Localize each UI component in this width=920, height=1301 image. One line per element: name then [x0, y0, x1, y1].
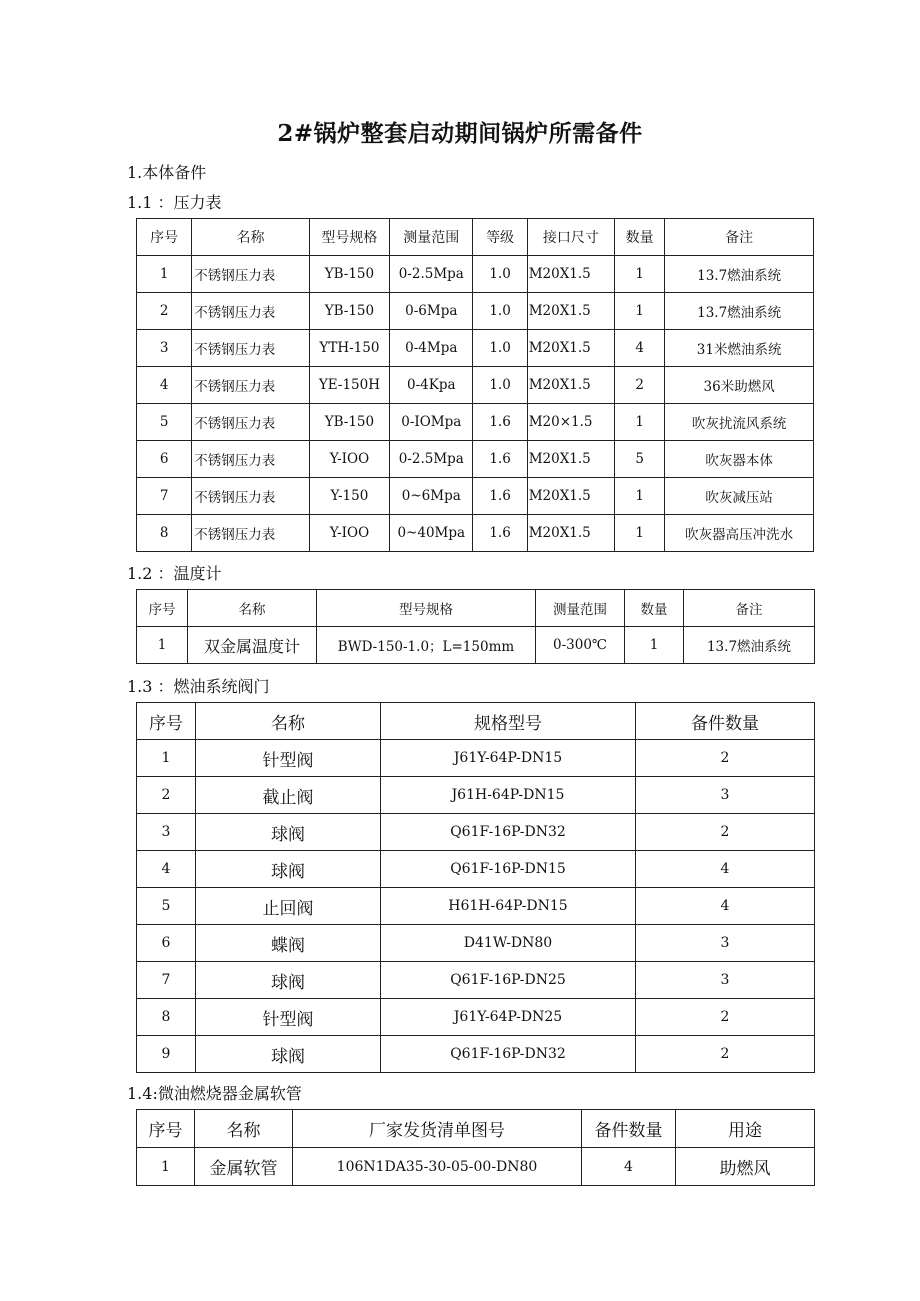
- table-cell: 吹灰器本体: [665, 441, 814, 478]
- table-cell: 13.7燃油系统: [665, 293, 814, 330]
- table-cell: 金属软管: [195, 1148, 293, 1186]
- table-cell: YB-150: [309, 404, 389, 441]
- table-cell: 吹灰减压站: [665, 478, 814, 515]
- table-row: [137, 404, 814, 441]
- table-cell: 0-4Mpa: [390, 330, 473, 367]
- table-cell: 1.0: [473, 330, 527, 367]
- thermometer-table: [136, 589, 815, 664]
- table-cell: 蝶阀: [196, 925, 381, 962]
- table-cell: 1: [615, 293, 665, 330]
- column-header: 型号规格: [309, 219, 389, 256]
- column-header: 序号: [137, 1110, 195, 1148]
- table-cell: 不锈钢压力表: [192, 367, 310, 404]
- table-cell: 7: [137, 478, 192, 515]
- table-cell: J61H-64P-DN15: [381, 777, 636, 814]
- table-cell: 1: [137, 740, 196, 777]
- table-cell: 3: [636, 962, 815, 999]
- table-cell: M20X1.5: [527, 367, 614, 404]
- table-cell: M20X1.5: [527, 515, 614, 552]
- table-header-row: [137, 590, 815, 627]
- table-row: [137, 999, 815, 1036]
- column-header: 测量范围: [536, 590, 625, 627]
- table-cell: 1: [137, 256, 192, 293]
- table-cell: 0-4Kpa: [390, 367, 473, 404]
- table-cell: Y-150: [309, 478, 389, 515]
- table-cell: M20X1.5: [527, 441, 614, 478]
- table-cell: 2: [137, 293, 192, 330]
- table-row: [137, 478, 814, 515]
- table-cell: Q61F-16P-DN15: [381, 851, 636, 888]
- table-cell: 针型阀: [196, 999, 381, 1036]
- table-cell: 4: [137, 367, 192, 404]
- table-row: [137, 330, 814, 367]
- table-row: [137, 777, 815, 814]
- table-cell: Q61F-16P-DN32: [381, 814, 636, 851]
- column-header: 型号规格: [317, 590, 536, 627]
- table-cell: 0~40Mpa: [390, 515, 473, 552]
- table-row: [137, 851, 815, 888]
- column-header: 名称: [196, 703, 381, 740]
- table-cell: 不锈钢压力表: [192, 256, 310, 293]
- table-cell: 1: [137, 627, 188, 664]
- column-header: 序号: [137, 219, 192, 256]
- metal-hose-table: [136, 1109, 815, 1186]
- table-cell: 球阀: [196, 814, 381, 851]
- table-cell: 吹灰器高压冲洗水: [665, 515, 814, 552]
- table-row: [137, 814, 815, 851]
- fuel-valve-table: [136, 702, 815, 1073]
- column-header: 备注: [665, 219, 814, 256]
- table-cell: 2: [615, 367, 665, 404]
- table-cell: YB-150: [309, 293, 389, 330]
- table-row: [137, 441, 814, 478]
- column-header: 测量范围: [390, 219, 473, 256]
- table-cell: 8: [137, 515, 192, 552]
- document-title: 2#锅炉整套启动期间锅炉所需备件: [277, 120, 643, 147]
- table-cell: M20X1.5: [527, 293, 614, 330]
- table-cell: YB-150: [309, 256, 389, 293]
- table-cell: D41W-DN80: [381, 925, 636, 962]
- table-header-row: [137, 1110, 815, 1148]
- table-cell: Q61F-16P-DN25: [381, 962, 636, 999]
- table-row: [137, 888, 815, 925]
- table-cell: 0-2.5Mpa: [390, 256, 473, 293]
- column-header: 名称: [192, 219, 310, 256]
- table-cell: H61H-64P-DN15: [381, 888, 636, 925]
- table-cell: 2: [636, 740, 815, 777]
- table-row: [137, 925, 815, 962]
- table-cell: 不锈钢压力表: [192, 441, 310, 478]
- table-cell: 13.7燃油系统: [684, 627, 815, 664]
- table-cell: 不锈钢压力表: [192, 478, 310, 515]
- table-cell: J61Y-64P-DN15: [381, 740, 636, 777]
- table-cell: 4: [636, 888, 815, 925]
- table-cell: 吹灰扰流风系统: [665, 404, 814, 441]
- table-cell: 0-2.5Mpa: [390, 441, 473, 478]
- column-header: 等级: [473, 219, 527, 256]
- table-row: [137, 1148, 815, 1186]
- table-cell: 5: [615, 441, 665, 478]
- column-header: 接口尺寸: [527, 219, 614, 256]
- table-cell: 2: [636, 999, 815, 1036]
- table-cell: YTH-150: [309, 330, 389, 367]
- table-cell: 1.0: [473, 256, 527, 293]
- table-cell: M20X1.5: [527, 256, 614, 293]
- table-cell: 4: [615, 330, 665, 367]
- table-cell: 3: [636, 777, 815, 814]
- table-cell: 5: [137, 888, 196, 925]
- section-heading-metal-hose: 1.4:微油燃烧器金属软管: [127, 1084, 302, 1103]
- table-cell: 2: [636, 814, 815, 851]
- table-cell: 31米燃油系统: [665, 330, 814, 367]
- column-header: 厂家发货清单图号: [293, 1110, 582, 1148]
- table-cell: 4: [137, 851, 196, 888]
- table-row: [137, 256, 814, 293]
- table-cell: 1: [615, 256, 665, 293]
- table-cell: 0-300℃: [536, 627, 625, 664]
- table-cell: 1: [137, 1148, 195, 1186]
- table-cell: 4: [582, 1148, 676, 1186]
- table-cell: 0-IOMpa: [390, 404, 473, 441]
- table-cell: Y-IOO: [309, 441, 389, 478]
- column-header: 用途: [676, 1110, 815, 1148]
- column-header: 序号: [137, 590, 188, 627]
- table-cell: 13.7燃油系统: [665, 256, 814, 293]
- table-row: [137, 515, 814, 552]
- table-cell: 1.6: [473, 404, 527, 441]
- table-cell: 双金属温度计: [188, 627, 317, 664]
- column-header: 名称: [188, 590, 317, 627]
- table-cell: 0-6Mpa: [390, 293, 473, 330]
- table-cell: 球阀: [196, 851, 381, 888]
- table-header-row: [137, 703, 815, 740]
- table-row: [137, 740, 815, 777]
- table-cell: 1.6: [473, 478, 527, 515]
- table-header-row: [137, 219, 814, 256]
- table-cell: 0~6Mpa: [390, 478, 473, 515]
- table-cell: 3: [137, 330, 192, 367]
- table-cell: 1: [625, 627, 684, 664]
- section-heading-pressure-gauge: 1.1 ：压力表: [127, 193, 222, 212]
- table-cell: 止回阀: [196, 888, 381, 925]
- table-cell: 1.0: [473, 367, 527, 404]
- table-row: [137, 293, 814, 330]
- table-cell: 3: [636, 925, 815, 962]
- table-cell: 1.6: [473, 441, 527, 478]
- table-cell: 1.0: [473, 293, 527, 330]
- table-cell: 6: [137, 441, 192, 478]
- table-cell: 5: [137, 404, 192, 441]
- table-cell: 2: [636, 1036, 815, 1073]
- table-cell: M20X1.5: [527, 478, 614, 515]
- column-header: 备注: [684, 590, 815, 627]
- table-cell: Q61F-16P-DN32: [381, 1036, 636, 1073]
- table-cell: 106N1DΑ35-30-05-00-DN80: [293, 1148, 582, 1186]
- table-cell: M20×1.5: [527, 404, 614, 441]
- column-header: 数量: [625, 590, 684, 627]
- table-cell: Y-IOO: [309, 515, 389, 552]
- table-cell: BWD-150-1.0；L=150mm: [317, 627, 536, 664]
- column-header: 序号: [137, 703, 196, 740]
- table-cell: 2: [137, 777, 196, 814]
- table-cell: 7: [137, 962, 196, 999]
- table-cell: J61Y-64P-DN25: [381, 999, 636, 1036]
- table-cell: 4: [636, 851, 815, 888]
- table-cell: 球阀: [196, 962, 381, 999]
- table-cell: 针型阀: [196, 740, 381, 777]
- table-cell: 截止阀: [196, 777, 381, 814]
- table-row: [137, 962, 815, 999]
- column-header: 数量: [615, 219, 665, 256]
- table-cell: 1: [615, 515, 665, 552]
- table-cell: 不锈钢压力表: [192, 293, 310, 330]
- table-cell: M20X1.5: [527, 330, 614, 367]
- section-heading-body-spares: 1.本体备件: [127, 163, 207, 182]
- table-cell: 助燃风: [676, 1148, 815, 1186]
- table-cell: 不锈钢压力表: [192, 330, 310, 367]
- table-row: [137, 1036, 815, 1073]
- table-cell: 不锈钢压力表: [192, 515, 310, 552]
- section-heading-fuel-valves: 1.3 ：燃油系统阀门: [127, 677, 270, 696]
- table-row: [137, 367, 814, 404]
- table-cell: 不锈钢压力表: [192, 404, 310, 441]
- table-cell: 1: [615, 404, 665, 441]
- table-cell: 6: [137, 925, 196, 962]
- column-header: 规格型号: [381, 703, 636, 740]
- table-cell: 3: [137, 814, 196, 851]
- column-header: 备件数量: [636, 703, 815, 740]
- pressure-gauge-table: [136, 218, 814, 552]
- table-cell: 36米助燃风: [665, 367, 814, 404]
- table-cell: 1.6: [473, 515, 527, 552]
- column-header: 名称: [195, 1110, 293, 1148]
- table-cell: 8: [137, 999, 196, 1036]
- column-header: 备件数量: [582, 1110, 676, 1148]
- table-cell: YE-150H: [309, 367, 389, 404]
- table-cell: 球阀: [196, 1036, 381, 1073]
- section-heading-thermometer: 1.2 ：温度计: [127, 564, 222, 583]
- table-cell: 9: [137, 1036, 196, 1073]
- table-row: [137, 627, 815, 664]
- table-cell: 1: [615, 478, 665, 515]
